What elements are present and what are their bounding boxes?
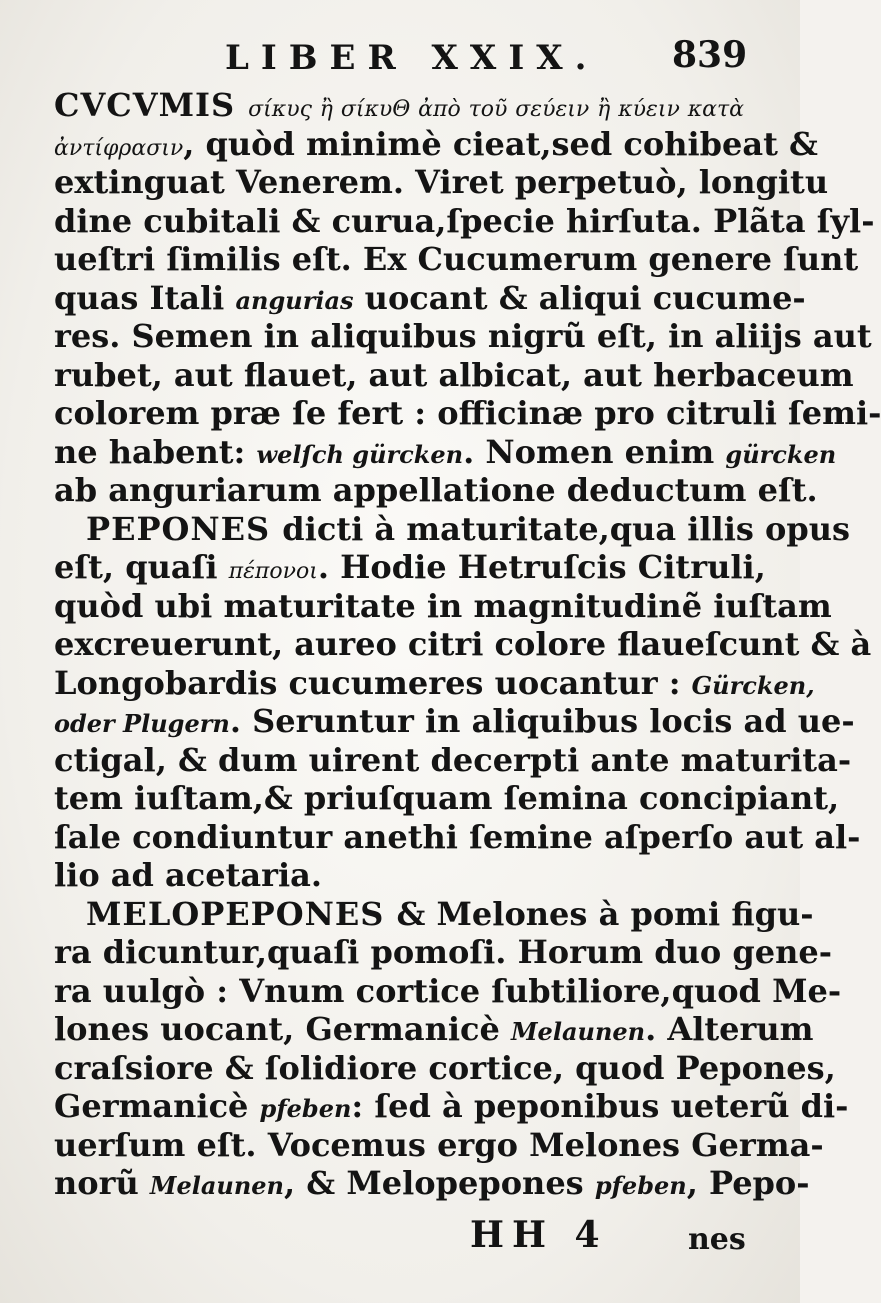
line-text: Germanicè bbox=[54, 1087, 260, 1125]
line-text: & Melones à pomi figu- bbox=[396, 894, 814, 933]
greek-text: σίκυς ἢ σίκυΘ ἀπὸ τοῦ σεύειν ἢ κύειν κατὰ bbox=[248, 97, 745, 122]
text-line bbox=[54, 933, 833, 972]
italic-term: angurias bbox=[235, 285, 354, 315]
line-text: , Pepo- bbox=[686, 1164, 810, 1202]
line-text: ueſtri ſimilis eſt. Ex Cucumerum genere ſunt bbox=[54, 240, 859, 278]
text-line bbox=[54, 894, 814, 934]
running-head: LIBER XXIX. bbox=[225, 38, 599, 78]
line-text: Longobardis cucumeres uocantur : bbox=[54, 663, 692, 702]
text-line bbox=[54, 471, 818, 510]
text-line bbox=[54, 240, 859, 279]
text-line bbox=[54, 124, 818, 164]
text-line bbox=[54, 779, 840, 818]
text-line bbox=[54, 1087, 849, 1126]
line-text: colorem præ ſe fert : officinæ pro citruli ſemi- bbox=[54, 394, 881, 432]
line-text: . Hodie Hetruſcis Citruli, bbox=[317, 548, 766, 586]
signature-mark: HH 4 bbox=[470, 1214, 608, 1256]
line-text: norũ bbox=[54, 1164, 150, 1202]
line-text: rubet, aut flauet, aut albicat, aut herbaceum bbox=[54, 355, 854, 394]
italic-term: welſch gürcken bbox=[256, 439, 464, 469]
line-text: . Seruntur in aliquibus locis ad ue- bbox=[229, 702, 855, 740]
line-text: ab anguriarum appellatione deductum eſt. bbox=[54, 471, 818, 509]
line-text: lones uocant, Germanicè bbox=[54, 1010, 511, 1048]
text-line bbox=[54, 163, 829, 202]
page-header bbox=[0, 34, 800, 86]
line-text: uerſum eſt. Vocemus ergo Melones Germa- bbox=[54, 1125, 824, 1164]
line-text: , quòd minimè cieat,sed cohibeat & bbox=[183, 124, 818, 163]
text-line bbox=[54, 432, 837, 472]
line-text: excreuerunt, aureo citri colore flaueſcunt & à bbox=[54, 625, 872, 663]
text-line bbox=[54, 548, 766, 587]
line-text: quas Itali bbox=[54, 278, 236, 317]
lemma-heading: PEPONES bbox=[86, 509, 283, 548]
line-text: ra uulgò : Vnum cortice ſubtiliore,quod Me- bbox=[54, 971, 842, 1010]
text-line bbox=[54, 394, 881, 433]
italic-term: pfeben bbox=[594, 1171, 687, 1200]
page-number: 839 bbox=[672, 34, 748, 76]
catchword: nes bbox=[688, 1222, 746, 1257]
line-text: dicti à maturitate,qua illis opus bbox=[282, 509, 850, 548]
italic-term: Gürcken, bbox=[691, 670, 815, 700]
page-footer bbox=[0, 1212, 800, 1272]
text-line bbox=[54, 856, 744, 895]
line-text: quòd ubi maturitate in magnitudinẽ iuſtam bbox=[54, 586, 832, 625]
text-line bbox=[54, 1164, 810, 1203]
text-line bbox=[54, 509, 850, 549]
line-text: craſsiore & ſolidiore cortice, quod Pepones, bbox=[54, 1048, 836, 1087]
text-line bbox=[54, 971, 842, 1011]
lemma-heading: MELOPEPONES bbox=[86, 894, 397, 933]
body-text bbox=[54, 86, 881, 1203]
text-line bbox=[54, 663, 815, 703]
lemma-heading: CVCVMIS bbox=[54, 86, 249, 124]
text-line bbox=[54, 317, 872, 356]
line-text: eſt, quaſi bbox=[54, 548, 229, 586]
text-line bbox=[54, 740, 852, 780]
text-line bbox=[54, 201, 875, 241]
text-line bbox=[54, 817, 861, 857]
line-text: res. Semen in aliquibus nigrũ eſt, in aliĳs aut bbox=[54, 317, 872, 355]
line-text: : ſed à peponibus ueterũ di- bbox=[351, 1087, 849, 1125]
line-text: . Alterum bbox=[645, 1010, 814, 1048]
text-line bbox=[54, 586, 832, 626]
italic-term: pfeben bbox=[259, 1094, 352, 1123]
italic-term: Melaunen bbox=[510, 1017, 646, 1046]
line-text: extinguat Venerem. Viret perpetuò, longitu bbox=[54, 163, 829, 201]
line-text: lio ad acetaria. bbox=[54, 856, 323, 894]
text-line bbox=[54, 702, 855, 741]
line-text: ne habent: bbox=[54, 432, 257, 471]
text-line bbox=[54, 1048, 836, 1088]
text-line bbox=[54, 278, 806, 318]
line-text: . Nomen enim bbox=[463, 432, 726, 471]
line-text: ſale condiuntur anethi ſemine aſperſo aut al- bbox=[54, 817, 861, 856]
greek-text: πέπονοι bbox=[228, 559, 318, 584]
line-text: ctigal, & dum uirent decerpti ante maturita- bbox=[54, 740, 852, 779]
line-text: uocant & aliqui cucume- bbox=[353, 278, 806, 317]
greek-text: ἀντίφρασιν bbox=[54, 135, 184, 161]
text-line bbox=[54, 1125, 824, 1165]
text-line bbox=[54, 86, 744, 125]
text-line bbox=[54, 1010, 814, 1049]
line-text: ra dicuntur,quaſi pomoſi. Horum duo gene- bbox=[54, 933, 833, 971]
text-line bbox=[54, 625, 872, 664]
italic-term: Melaunen bbox=[149, 1171, 284, 1200]
line-text: , & Melopepones bbox=[284, 1164, 595, 1202]
line-text: dine cubitali & curua,ſpecie hirſuta. Plãta ſyl- bbox=[54, 201, 875, 240]
italic-term: oder Plugern bbox=[54, 709, 230, 738]
text-line bbox=[54, 355, 854, 395]
line-text: tem iuſtam,& priuſquam ſemina concipiant, bbox=[54, 779, 840, 817]
italic-term: gürcken bbox=[725, 439, 837, 469]
